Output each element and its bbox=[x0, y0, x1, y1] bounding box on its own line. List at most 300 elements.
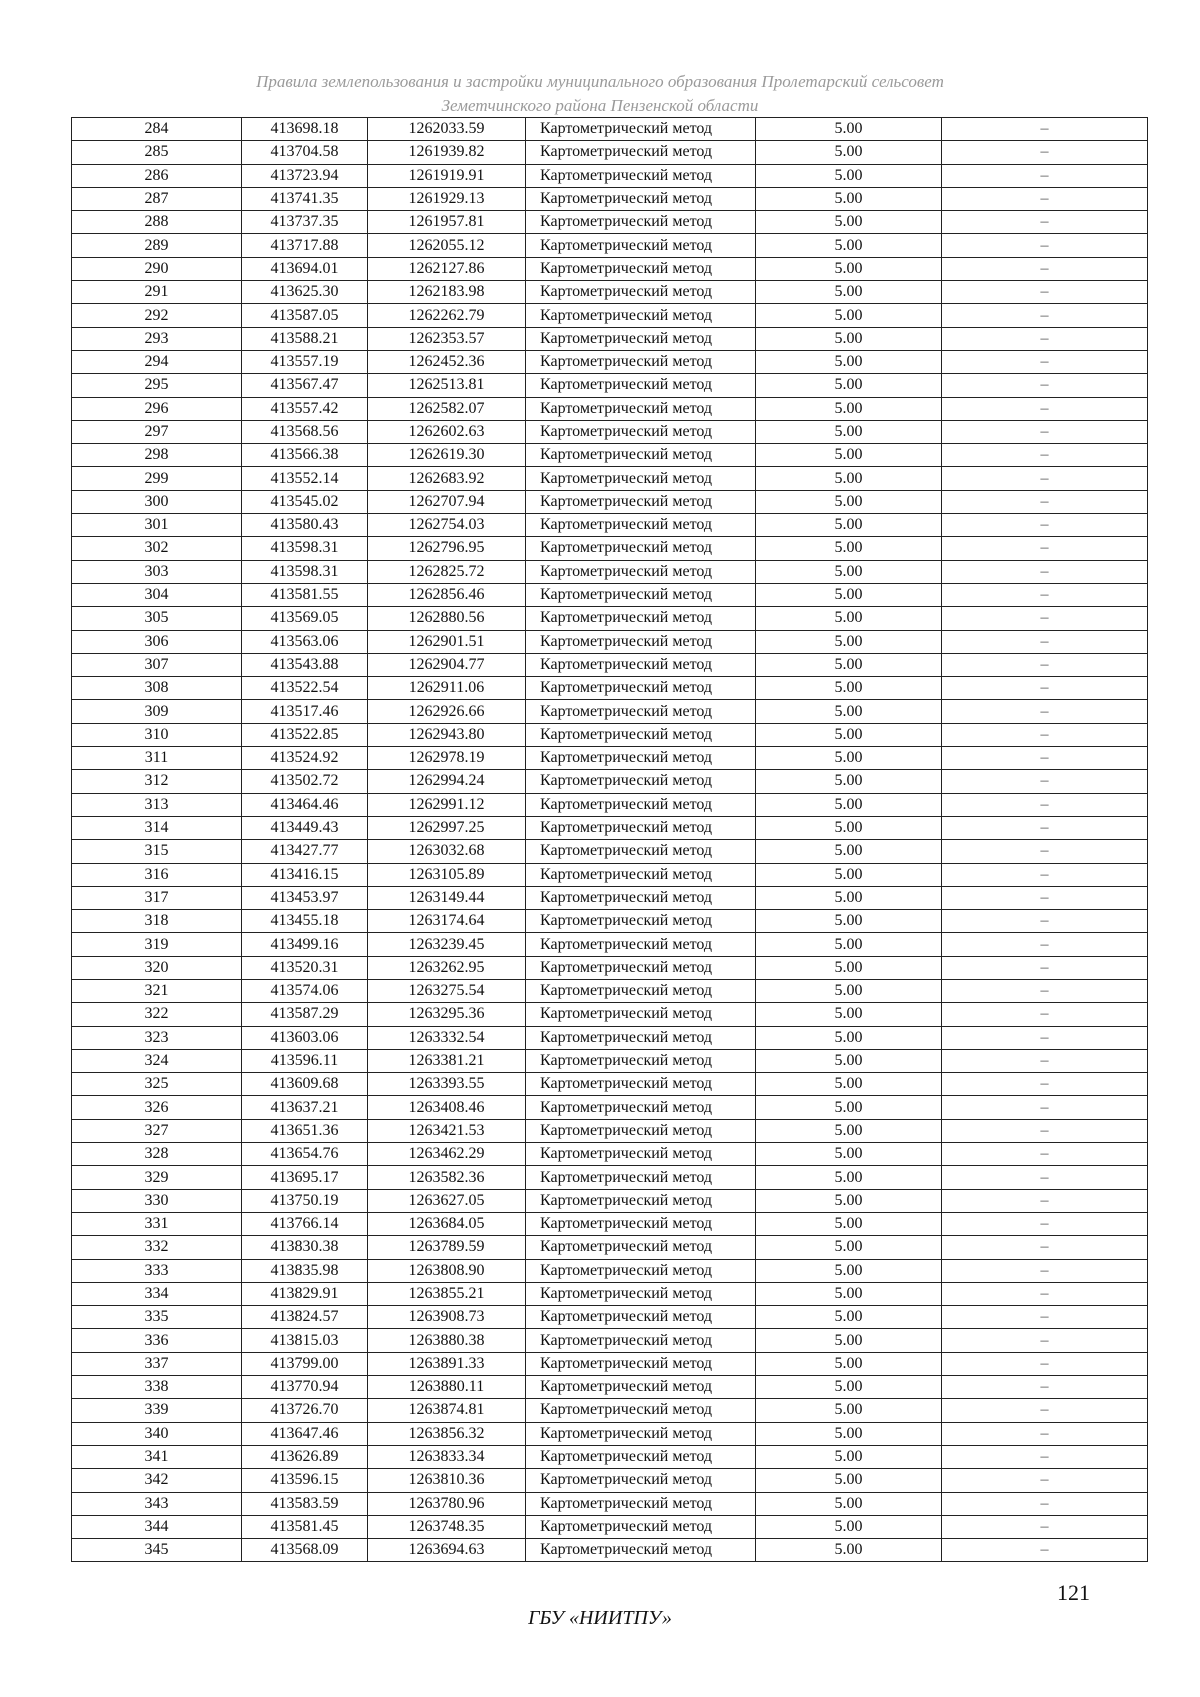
cell-point-number: 301 bbox=[72, 514, 242, 537]
cell-x-coordinate: 413522.54 bbox=[242, 677, 368, 700]
cell-method: Картометрический метод bbox=[526, 420, 756, 443]
cell-y-coordinate: 1262926.66 bbox=[368, 700, 526, 723]
table-row bbox=[72, 1329, 1148, 1352]
cell-x-coordinate: 413587.05 bbox=[242, 304, 368, 327]
cell-x-coordinate: 413766.14 bbox=[242, 1212, 368, 1235]
cell-point-number: 329 bbox=[72, 1166, 242, 1189]
cell-note: – bbox=[942, 840, 1148, 863]
cell-point-number: 311 bbox=[72, 747, 242, 770]
cell-y-coordinate: 1263780.96 bbox=[368, 1492, 526, 1515]
cell-accuracy: 5.00 bbox=[756, 397, 942, 420]
cell-y-coordinate: 1263880.38 bbox=[368, 1329, 526, 1352]
cell-method: Картометрический метод bbox=[526, 281, 756, 304]
cell-y-coordinate: 1263105.89 bbox=[368, 863, 526, 886]
cell-point-number: 297 bbox=[72, 420, 242, 443]
cell-y-coordinate: 1263833.34 bbox=[368, 1445, 526, 1468]
cell-accuracy: 5.00 bbox=[756, 1026, 942, 1049]
table-row bbox=[72, 583, 1148, 606]
cell-note: – bbox=[942, 723, 1148, 746]
table-row bbox=[72, 514, 1148, 537]
cell-method: Картометрический метод bbox=[526, 816, 756, 839]
cell-note: – bbox=[942, 327, 1148, 350]
cell-accuracy: 5.00 bbox=[756, 1282, 942, 1305]
table-row bbox=[72, 1492, 1148, 1515]
cell-note: – bbox=[942, 1259, 1148, 1282]
cell-y-coordinate: 1262683.92 bbox=[368, 467, 526, 490]
table-row bbox=[72, 700, 1148, 723]
cell-y-coordinate: 1262856.46 bbox=[368, 583, 526, 606]
table-row bbox=[72, 281, 1148, 304]
cell-y-coordinate: 1263295.36 bbox=[368, 1003, 526, 1026]
cell-note: – bbox=[942, 514, 1148, 537]
cell-method: Картометрический метод bbox=[526, 374, 756, 397]
cell-accuracy: 5.00 bbox=[756, 1399, 942, 1422]
cell-x-coordinate: 413598.31 bbox=[242, 560, 368, 583]
cell-note: – bbox=[942, 1492, 1148, 1515]
cell-accuracy: 5.00 bbox=[756, 747, 942, 770]
cell-x-coordinate: 413557.19 bbox=[242, 350, 368, 373]
cell-note: – bbox=[942, 187, 1148, 210]
cell-method: Картометрический метод bbox=[526, 1539, 756, 1562]
cell-x-coordinate: 413830.38 bbox=[242, 1236, 368, 1259]
cell-y-coordinate: 1262033.59 bbox=[368, 118, 526, 141]
table-row bbox=[72, 793, 1148, 816]
table-row bbox=[72, 1445, 1148, 1468]
table-row bbox=[72, 677, 1148, 700]
cell-y-coordinate: 1263891.33 bbox=[368, 1352, 526, 1375]
cell-x-coordinate: 413603.06 bbox=[242, 1026, 368, 1049]
table-row bbox=[72, 723, 1148, 746]
cell-accuracy: 5.00 bbox=[756, 281, 942, 304]
cell-note: – bbox=[942, 1189, 1148, 1212]
cell-y-coordinate: 1262911.06 bbox=[368, 677, 526, 700]
cell-method: Картометрический метод bbox=[526, 630, 756, 653]
table-row bbox=[72, 1236, 1148, 1259]
cell-point-number: 300 bbox=[72, 490, 242, 513]
cell-accuracy: 5.00 bbox=[756, 350, 942, 373]
cell-y-coordinate: 1263393.55 bbox=[368, 1073, 526, 1096]
cell-y-coordinate: 1262183.98 bbox=[368, 281, 526, 304]
cell-point-number: 309 bbox=[72, 700, 242, 723]
cell-x-coordinate: 413522.85 bbox=[242, 723, 368, 746]
cell-point-number: 285 bbox=[72, 141, 242, 164]
cell-point-number: 287 bbox=[72, 187, 242, 210]
cell-accuracy: 5.00 bbox=[756, 560, 942, 583]
cell-x-coordinate: 413517.46 bbox=[242, 700, 368, 723]
cell-note: – bbox=[942, 863, 1148, 886]
cell-accuracy: 5.00 bbox=[756, 1376, 942, 1399]
cell-point-number: 330 bbox=[72, 1189, 242, 1212]
cell-note: – bbox=[942, 467, 1148, 490]
coordinates-table-body bbox=[72, 118, 1148, 1562]
table-row bbox=[72, 653, 1148, 676]
cell-point-number: 313 bbox=[72, 793, 242, 816]
cell-note: – bbox=[942, 770, 1148, 793]
cell-x-coordinate: 413799.00 bbox=[242, 1352, 368, 1375]
cell-accuracy: 5.00 bbox=[756, 630, 942, 653]
table-row bbox=[72, 1259, 1148, 1282]
cell-accuracy: 5.00 bbox=[756, 1306, 942, 1329]
cell-accuracy: 5.00 bbox=[756, 1445, 942, 1468]
table-row bbox=[72, 490, 1148, 513]
cell-note: – bbox=[942, 700, 1148, 723]
cell-method: Картометрический метод bbox=[526, 1003, 756, 1026]
table-row bbox=[72, 816, 1148, 839]
cell-note: – bbox=[942, 1376, 1148, 1399]
cell-note: – bbox=[942, 653, 1148, 676]
cell-x-coordinate: 413581.55 bbox=[242, 583, 368, 606]
cell-point-number: 288 bbox=[72, 211, 242, 234]
cell-method: Картометрический метод bbox=[526, 1189, 756, 1212]
cell-y-coordinate: 1262796.95 bbox=[368, 537, 526, 560]
cell-x-coordinate: 413829.91 bbox=[242, 1282, 368, 1305]
cell-x-coordinate: 413563.06 bbox=[242, 630, 368, 653]
cell-method: Картометрический метод bbox=[526, 677, 756, 700]
table-row bbox=[72, 1189, 1148, 1212]
cell-y-coordinate: 1262991.12 bbox=[368, 793, 526, 816]
cell-method: Картометрический метод bbox=[526, 1492, 756, 1515]
cell-point-number: 322 bbox=[72, 1003, 242, 1026]
cell-point-number: 294 bbox=[72, 350, 242, 373]
cell-method: Картометрический метод bbox=[526, 444, 756, 467]
cell-accuracy: 5.00 bbox=[756, 234, 942, 257]
table-row bbox=[72, 1399, 1148, 1422]
cell-method: Картометрический метод bbox=[526, 933, 756, 956]
table-row bbox=[72, 537, 1148, 560]
cell-note: – bbox=[942, 1469, 1148, 1492]
cell-point-number: 344 bbox=[72, 1515, 242, 1538]
cell-x-coordinate: 413637.21 bbox=[242, 1096, 368, 1119]
table-row bbox=[72, 1352, 1148, 1375]
table-row bbox=[72, 444, 1148, 467]
cell-x-coordinate: 413566.38 bbox=[242, 444, 368, 467]
cell-accuracy: 5.00 bbox=[756, 816, 942, 839]
cell-accuracy: 5.00 bbox=[756, 187, 942, 210]
cell-y-coordinate: 1261919.91 bbox=[368, 164, 526, 187]
table-row bbox=[72, 607, 1148, 630]
cell-point-number: 339 bbox=[72, 1399, 242, 1422]
cell-x-coordinate: 413695.17 bbox=[242, 1166, 368, 1189]
table-row bbox=[72, 420, 1148, 443]
cell-point-number: 296 bbox=[72, 397, 242, 420]
cell-x-coordinate: 413835.98 bbox=[242, 1259, 368, 1282]
cell-method: Картометрический метод bbox=[526, 1422, 756, 1445]
cell-x-coordinate: 413824.57 bbox=[242, 1306, 368, 1329]
table-row bbox=[72, 1119, 1148, 1142]
header-line-2: Земетчинского района Пензенской области bbox=[441, 96, 759, 115]
cell-x-coordinate: 413815.03 bbox=[242, 1329, 368, 1352]
cell-method: Картометрический метод bbox=[526, 1073, 756, 1096]
cell-point-number: 315 bbox=[72, 840, 242, 863]
cell-note: – bbox=[942, 910, 1148, 933]
cell-note: – bbox=[942, 607, 1148, 630]
cell-x-coordinate: 413580.43 bbox=[242, 514, 368, 537]
cell-note: – bbox=[942, 397, 1148, 420]
cell-note: – bbox=[942, 1049, 1148, 1072]
cell-note: – bbox=[942, 420, 1148, 443]
cell-method: Картометрический метод bbox=[526, 1282, 756, 1305]
cell-accuracy: 5.00 bbox=[756, 420, 942, 443]
cell-point-number: 323 bbox=[72, 1026, 242, 1049]
cell-accuracy: 5.00 bbox=[756, 1166, 942, 1189]
cell-point-number: 304 bbox=[72, 583, 242, 606]
cell-point-number: 319 bbox=[72, 933, 242, 956]
cell-x-coordinate: 413704.58 bbox=[242, 141, 368, 164]
cell-accuracy: 5.00 bbox=[756, 1119, 942, 1142]
cell-note: – bbox=[942, 1306, 1148, 1329]
cell-accuracy: 5.00 bbox=[756, 1212, 942, 1235]
cell-y-coordinate: 1263856.32 bbox=[368, 1422, 526, 1445]
cell-x-coordinate: 413583.59 bbox=[242, 1492, 368, 1515]
cell-point-number: 310 bbox=[72, 723, 242, 746]
cell-note: – bbox=[942, 1143, 1148, 1166]
cell-y-coordinate: 1263275.54 bbox=[368, 979, 526, 1002]
cell-point-number: 303 bbox=[72, 560, 242, 583]
cell-accuracy: 5.00 bbox=[756, 490, 942, 513]
table-row bbox=[72, 770, 1148, 793]
table-row bbox=[72, 164, 1148, 187]
cell-y-coordinate: 1262262.79 bbox=[368, 304, 526, 327]
table-row bbox=[72, 257, 1148, 280]
table-row bbox=[72, 141, 1148, 164]
table-row bbox=[72, 747, 1148, 770]
cell-accuracy: 5.00 bbox=[756, 979, 942, 1002]
cell-y-coordinate: 1263262.95 bbox=[368, 956, 526, 979]
cell-point-number: 298 bbox=[72, 444, 242, 467]
cell-method: Картометрический метод bbox=[526, 863, 756, 886]
cell-note: – bbox=[942, 211, 1148, 234]
cell-note: – bbox=[942, 1212, 1148, 1235]
cell-point-number: 324 bbox=[72, 1049, 242, 1072]
cell-point-number: 325 bbox=[72, 1073, 242, 1096]
cell-y-coordinate: 1262994.24 bbox=[368, 770, 526, 793]
cell-method: Картометрический метод bbox=[526, 1026, 756, 1049]
cell-x-coordinate: 413596.11 bbox=[242, 1049, 368, 1072]
cell-x-coordinate: 413723.94 bbox=[242, 164, 368, 187]
cell-x-coordinate: 413449.43 bbox=[242, 816, 368, 839]
cell-accuracy: 5.00 bbox=[756, 257, 942, 280]
cell-point-number: 291 bbox=[72, 281, 242, 304]
cell-note: – bbox=[942, 560, 1148, 583]
cell-accuracy: 5.00 bbox=[756, 467, 942, 490]
cell-x-coordinate: 413416.15 bbox=[242, 863, 368, 886]
cell-accuracy: 5.00 bbox=[756, 1096, 942, 1119]
cell-y-coordinate: 1262619.30 bbox=[368, 444, 526, 467]
cell-accuracy: 5.00 bbox=[756, 1329, 942, 1352]
cell-accuracy: 5.00 bbox=[756, 840, 942, 863]
table-row bbox=[72, 118, 1148, 141]
cell-method: Картометрический метод bbox=[526, 1515, 756, 1538]
cell-x-coordinate: 413567.47 bbox=[242, 374, 368, 397]
cell-accuracy: 5.00 bbox=[756, 327, 942, 350]
cell-point-number: 334 bbox=[72, 1282, 242, 1305]
cell-y-coordinate: 1263032.68 bbox=[368, 840, 526, 863]
cell-y-coordinate: 1263239.45 bbox=[368, 933, 526, 956]
cell-method: Картометрический метод bbox=[526, 1143, 756, 1166]
table-row bbox=[72, 840, 1148, 863]
table-row bbox=[72, 211, 1148, 234]
cell-point-number: 332 bbox=[72, 1236, 242, 1259]
cell-note: – bbox=[942, 537, 1148, 560]
cell-accuracy: 5.00 bbox=[756, 1236, 942, 1259]
cell-accuracy: 5.00 bbox=[756, 1003, 942, 1026]
table-row bbox=[72, 1212, 1148, 1235]
cell-accuracy: 5.00 bbox=[756, 863, 942, 886]
cell-x-coordinate: 413717.88 bbox=[242, 234, 368, 257]
cell-method: Картометрический метод bbox=[526, 1352, 756, 1375]
cell-point-number: 302 bbox=[72, 537, 242, 560]
cell-y-coordinate: 1263149.44 bbox=[368, 886, 526, 909]
cell-accuracy: 5.00 bbox=[756, 304, 942, 327]
cell-method: Картометрический метод bbox=[526, 1166, 756, 1189]
table-row bbox=[72, 933, 1148, 956]
cell-y-coordinate: 1262513.81 bbox=[368, 374, 526, 397]
cell-x-coordinate: 413455.18 bbox=[242, 910, 368, 933]
cell-x-coordinate: 413587.29 bbox=[242, 1003, 368, 1026]
cell-point-number: 317 bbox=[72, 886, 242, 909]
cell-y-coordinate: 1262880.56 bbox=[368, 607, 526, 630]
cell-x-coordinate: 413741.35 bbox=[242, 187, 368, 210]
cell-method: Картометрический метод bbox=[526, 1399, 756, 1422]
cell-note: – bbox=[942, 816, 1148, 839]
cell-accuracy: 5.00 bbox=[756, 1492, 942, 1515]
cell-point-number: 299 bbox=[72, 467, 242, 490]
cell-note: – bbox=[942, 1445, 1148, 1468]
cell-x-coordinate: 413596.15 bbox=[242, 1469, 368, 1492]
cell-method: Картометрический метод bbox=[526, 141, 756, 164]
cell-note: – bbox=[942, 583, 1148, 606]
cell-accuracy: 5.00 bbox=[756, 793, 942, 816]
cell-note: – bbox=[942, 1352, 1148, 1375]
cell-method: Картометрический метод bbox=[526, 1049, 756, 1072]
cell-point-number: 306 bbox=[72, 630, 242, 653]
cell-x-coordinate: 413464.46 bbox=[242, 793, 368, 816]
cell-y-coordinate: 1262602.63 bbox=[368, 420, 526, 443]
cell-x-coordinate: 413569.05 bbox=[242, 607, 368, 630]
cell-note: – bbox=[942, 1026, 1148, 1049]
cell-x-coordinate: 413427.77 bbox=[242, 840, 368, 863]
cell-x-coordinate: 413698.18 bbox=[242, 118, 368, 141]
cell-note: – bbox=[942, 677, 1148, 700]
cell-x-coordinate: 413647.46 bbox=[242, 1422, 368, 1445]
cell-note: – bbox=[942, 747, 1148, 770]
cell-note: – bbox=[942, 1399, 1148, 1422]
cell-x-coordinate: 413737.35 bbox=[242, 211, 368, 234]
cell-note: – bbox=[942, 141, 1148, 164]
cell-point-number: 342 bbox=[72, 1469, 242, 1492]
cell-method: Картометрический метод bbox=[526, 607, 756, 630]
cell-y-coordinate: 1263582.36 bbox=[368, 1166, 526, 1189]
table-row bbox=[72, 1003, 1148, 1026]
cell-point-number: 316 bbox=[72, 863, 242, 886]
cell-point-number: 295 bbox=[72, 374, 242, 397]
table-row bbox=[72, 327, 1148, 350]
cell-method: Картометрический метод bbox=[526, 583, 756, 606]
table-row bbox=[72, 1073, 1148, 1096]
cell-point-number: 321 bbox=[72, 979, 242, 1002]
cell-accuracy: 5.00 bbox=[756, 141, 942, 164]
table-row bbox=[72, 1143, 1148, 1166]
cell-point-number: 290 bbox=[72, 257, 242, 280]
cell-x-coordinate: 413651.36 bbox=[242, 1119, 368, 1142]
cell-method: Картометрический метод bbox=[526, 467, 756, 490]
cell-y-coordinate: 1262055.12 bbox=[368, 234, 526, 257]
cell-method: Картометрический метод bbox=[526, 653, 756, 676]
cell-note: – bbox=[942, 886, 1148, 909]
cell-x-coordinate: 413520.31 bbox=[242, 956, 368, 979]
cell-point-number: 292 bbox=[72, 304, 242, 327]
cell-note: – bbox=[942, 304, 1148, 327]
cell-note: – bbox=[942, 1096, 1148, 1119]
cell-method: Картометрический метод bbox=[526, 770, 756, 793]
cell-method: Картометрический метод bbox=[526, 537, 756, 560]
cell-note: – bbox=[942, 933, 1148, 956]
cell-accuracy: 5.00 bbox=[756, 1143, 942, 1166]
cell-x-coordinate: 413626.89 bbox=[242, 1445, 368, 1468]
cell-accuracy: 5.00 bbox=[756, 1073, 942, 1096]
cell-x-coordinate: 413552.14 bbox=[242, 467, 368, 490]
cell-y-coordinate: 1263694.63 bbox=[368, 1539, 526, 1562]
cell-accuracy: 5.00 bbox=[756, 723, 942, 746]
coordinates-table bbox=[71, 117, 1148, 1562]
cell-accuracy: 5.00 bbox=[756, 374, 942, 397]
coordinates-table-container bbox=[71, 117, 1147, 1562]
table-row bbox=[72, 1166, 1148, 1189]
table-row bbox=[72, 1422, 1148, 1445]
table-row bbox=[72, 467, 1148, 490]
cell-y-coordinate: 1263908.73 bbox=[368, 1306, 526, 1329]
cell-note: – bbox=[942, 374, 1148, 397]
cell-method: Картометрический метод bbox=[526, 304, 756, 327]
cell-y-coordinate: 1262582.07 bbox=[368, 397, 526, 420]
cell-note: – bbox=[942, 281, 1148, 304]
cell-accuracy: 5.00 bbox=[756, 770, 942, 793]
cell-accuracy: 5.00 bbox=[756, 583, 942, 606]
cell-note: – bbox=[942, 1073, 1148, 1096]
cell-x-coordinate: 413502.72 bbox=[242, 770, 368, 793]
cell-method: Картометрический метод bbox=[526, 979, 756, 1002]
cell-point-number: 326 bbox=[72, 1096, 242, 1119]
cell-method: Картометрический метод bbox=[526, 1445, 756, 1468]
cell-y-coordinate: 1263880.11 bbox=[368, 1376, 526, 1399]
cell-accuracy: 5.00 bbox=[756, 910, 942, 933]
cell-method: Картометрический метод bbox=[526, 747, 756, 770]
cell-method: Картометрический метод bbox=[526, 490, 756, 513]
cell-point-number: 327 bbox=[72, 1119, 242, 1142]
cell-note: – bbox=[942, 1515, 1148, 1538]
cell-x-coordinate: 413581.45 bbox=[242, 1515, 368, 1538]
cell-point-number: 318 bbox=[72, 910, 242, 933]
table-row bbox=[72, 234, 1148, 257]
cell-accuracy: 5.00 bbox=[756, 700, 942, 723]
cell-x-coordinate: 413568.09 bbox=[242, 1539, 368, 1562]
cell-method: Картометрический метод bbox=[526, 793, 756, 816]
cell-point-number: 293 bbox=[72, 327, 242, 350]
cell-note: – bbox=[942, 1282, 1148, 1305]
table-row bbox=[72, 630, 1148, 653]
cell-note: – bbox=[942, 956, 1148, 979]
cell-y-coordinate: 1263332.54 bbox=[368, 1026, 526, 1049]
table-row bbox=[72, 956, 1148, 979]
cell-point-number: 328 bbox=[72, 1143, 242, 1166]
cell-y-coordinate: 1263810.36 bbox=[368, 1469, 526, 1492]
cell-point-number: 343 bbox=[72, 1492, 242, 1515]
table-row bbox=[72, 304, 1148, 327]
cell-accuracy: 5.00 bbox=[756, 1189, 942, 1212]
cell-point-number: 286 bbox=[72, 164, 242, 187]
cell-method: Картометрический метод bbox=[526, 397, 756, 420]
cell-y-coordinate: 1261957.81 bbox=[368, 211, 526, 234]
